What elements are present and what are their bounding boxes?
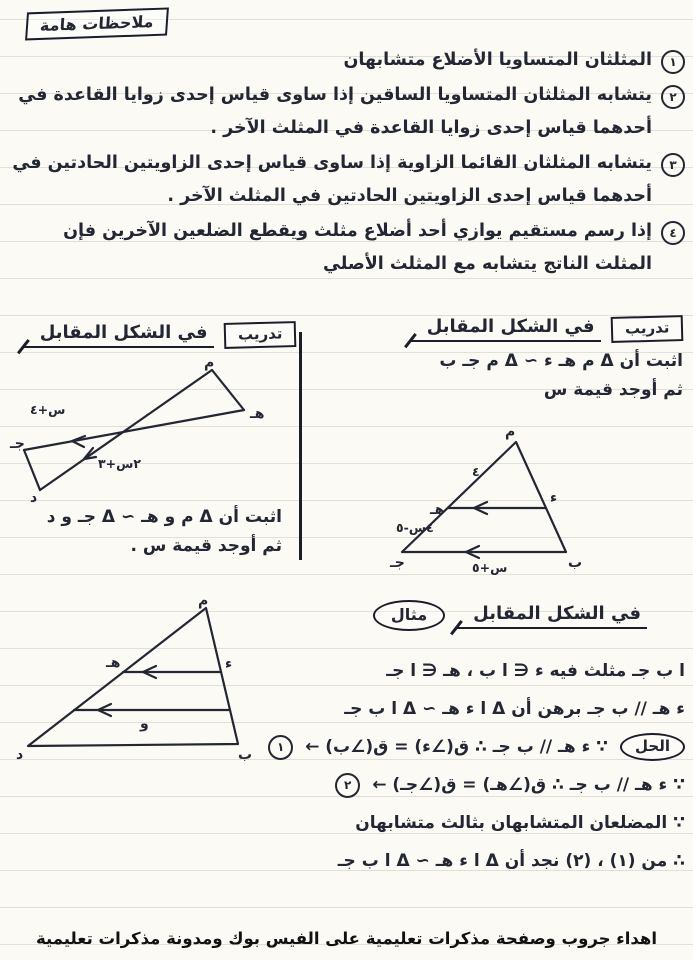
- vertex-label-bottom-right: ب: [568, 555, 583, 571]
- figure-header: في الشكل المقابل: [411, 316, 601, 342]
- given-line: ا ب جـ مثلث فيه ء ∈ ا ب ، هـ ∈ ا جـ: [386, 661, 685, 681]
- note-text: يتشابه المثلثان القائما الزاوية إذا ساوى قياس إحدى الزاويتين الحادتين في أحدهما قياس إحدى الزاويتين الحادتين في المثلث الآخر .: [12, 153, 652, 206]
- triangle-outline: [28, 608, 238, 746]
- vertex-label-hamza: ء: [225, 656, 233, 672]
- vertex-label-mid-left: هـ: [430, 502, 445, 518]
- column-divider-line: [299, 332, 302, 560]
- prove-statement: اثبت أن Δ م هـ ء ∼ Δ م جـ ب: [439, 351, 683, 371]
- note-item: [8, 215, 685, 281]
- vertex-label-bottom-left: جـ: [390, 555, 405, 571]
- step-text: ∵ ء هـ // ب جـ ∴ ق(∠هـ) = ق(∠جـ) ←: [372, 775, 685, 795]
- step-text: ∵ ء هـ // ب جـ ∴ ق(∠ء) = ق(∠ب) ←: [305, 737, 609, 757]
- vertex-label-apex: م: [198, 593, 209, 609]
- edge-mh: [212, 370, 244, 410]
- step-reference-number: ١: [268, 735, 293, 760]
- vertex-label-mid-right: ء: [550, 490, 558, 506]
- notes-title: ملاحظات هامة: [39, 11, 155, 36]
- prove-line: ء هـ // ب جـ برهن أن Δ ا ء هـ ∼ Δ ا ب جـ: [344, 699, 685, 719]
- example-header-row: [373, 600, 647, 631]
- note-number: ١: [661, 50, 685, 74]
- drill-left-header-row: [6, 322, 296, 348]
- solution-step-2: [249, 766, 685, 804]
- solution-badge: الحل: [620, 733, 685, 761]
- vertex-label-b: ب: [238, 747, 253, 763]
- solution-conclusion: ∴ من (١) ، (٢) نجد أن Δ ا ء هـ ∼ Δ ا ب جـ: [337, 851, 685, 871]
- figure-header: في الشكل المقابل: [24, 322, 214, 348]
- note-text: يتشابه المثلثان المتساويا الساقين إذا ساوى قياس إحدى زوايا القاعدة في أحدهما قياس إحدى زوايا القاعدة في المثلث الآخر .: [18, 85, 652, 138]
- footer-credit-text: اهداء جروب وصفحة مذكرات تعليمية على الفيس بوك ومدونة مذكرات تعليمية: [36, 929, 657, 948]
- triangle-outline: [402, 442, 566, 552]
- right-triangle-diagram: [390, 422, 583, 575]
- arrowhead-hg: [72, 436, 85, 447]
- drill-right-header-row: [401, 316, 683, 342]
- drill-left-text: [10, 498, 282, 556]
- solution-step-1: [249, 728, 685, 766]
- prove-statement: اثبت أن Δ م و هـ ∼ Δ جـ و د: [46, 507, 282, 527]
- vertex-label-d: د: [16, 747, 24, 763]
- solution-step-3: ∵ المضلعان المتشابهان بثالث متشابهان: [355, 813, 685, 833]
- vertex-label-d: د: [30, 490, 38, 506]
- vertex-label-h: هـ: [250, 406, 265, 422]
- crossing-line-md: [40, 370, 212, 490]
- segment-label-lower: ٤س-٥: [396, 520, 434, 535]
- example-badge: مثال: [373, 600, 445, 631]
- vertex-label-h: هـ: [106, 655, 121, 671]
- vertex-label-w: و: [140, 716, 149, 732]
- example-triangle-diagram: [14, 594, 254, 762]
- vertex-label-m: م: [204, 355, 215, 371]
- drill-badge: تدريب: [610, 315, 683, 343]
- note-text: إذا رسم مستقيم يوازي أحد أضلاع مثلث ويقطع الضلعين الآخرين فإن المثلث الناتج يتشابه مع المثلث الأصلي: [63, 221, 652, 274]
- note-number: ٤: [661, 221, 685, 245]
- notes-title-box: [25, 7, 168, 40]
- figure-header: في الشكل المقابل: [457, 603, 647, 629]
- find-statement: ثم أوجد قيمة س: [543, 380, 683, 400]
- note-number: ٢: [661, 85, 685, 109]
- segment-label-top: س+٤: [30, 402, 66, 417]
- bowtie-triangles-diagram: [10, 355, 282, 506]
- note-item: [8, 44, 685, 77]
- vertex-label-apex: م: [505, 424, 516, 440]
- vertex-label-g: جـ: [10, 436, 25, 452]
- note-number: ٣: [661, 153, 685, 177]
- drill-badge: تدريب: [223, 321, 296, 349]
- example-proof-block: [249, 652, 685, 880]
- note-item: [8, 147, 685, 213]
- note-item: [8, 79, 685, 145]
- segment-label-mid: ٢س+٣: [98, 456, 142, 471]
- segment-label-upper: ٤: [472, 464, 480, 479]
- note-text: المثلثان المتساويا الأضلاع متشابهان: [343, 50, 652, 70]
- drill-right-block: [401, 316, 683, 400]
- find-statement: ثم أوجد قيمة س .: [130, 536, 282, 556]
- notes-list: [8, 44, 685, 283]
- edge-gd: [24, 450, 40, 490]
- step-reference-number: ٢: [335, 773, 360, 798]
- base-length-label: س+٥: [472, 560, 508, 575]
